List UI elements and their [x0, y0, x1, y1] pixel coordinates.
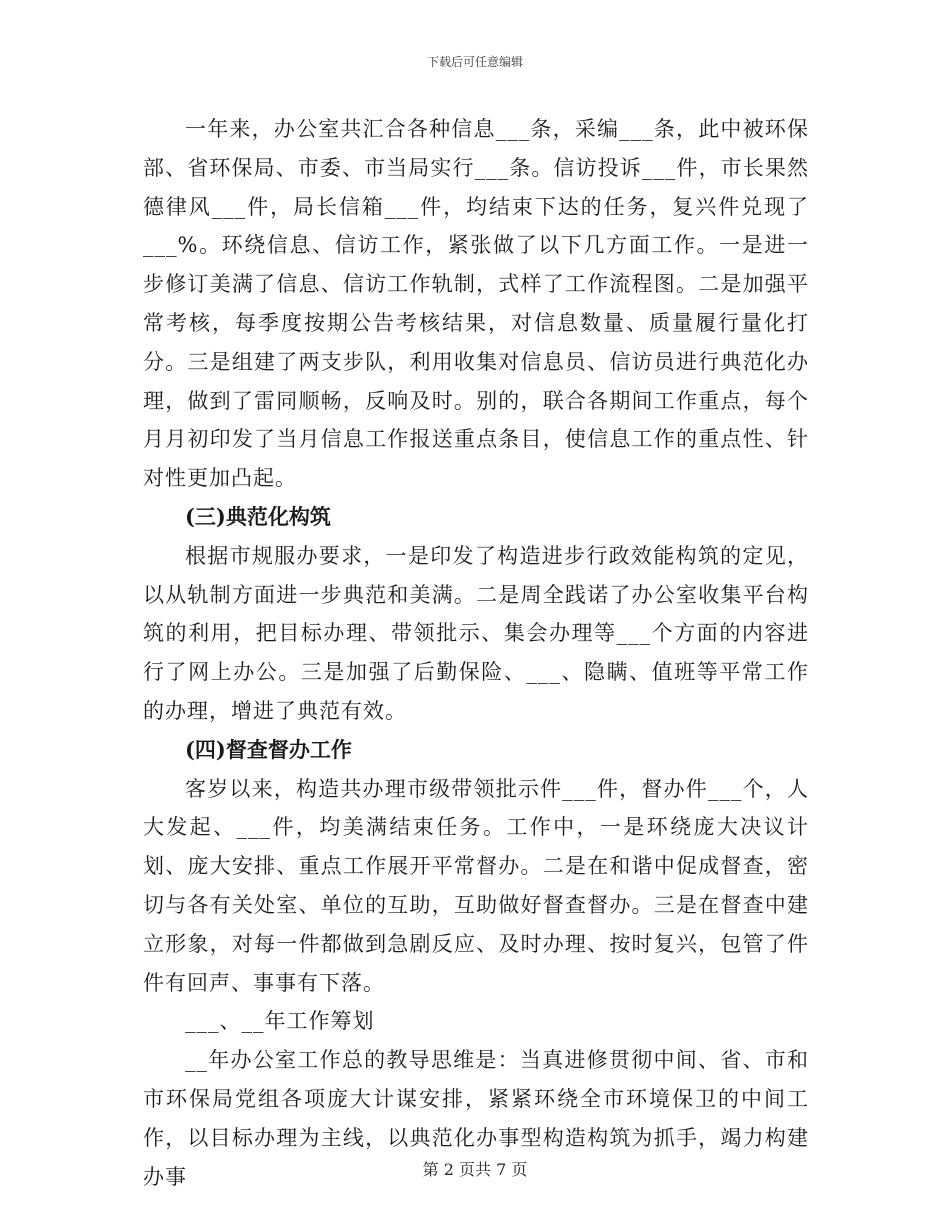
page-number: 第 2 页共 7 页	[422, 1160, 528, 1179]
document-body	[143, 110, 809, 1196]
page-header-note: 下载后可任意编辑	[426, 55, 523, 69]
section-heading-work-plan: ___、__年工作筹划	[185, 1009, 375, 1034]
paragraph-supervision: 客岁以来，构造共办理市级带领批示件___件，督办件___个，人大发起、___件，均美满结束任务。工作中，一是环绕庞大决议计划、庞大安排、重点工作展开平常督办。二是在和谐中促成督查，密切与各有关处室、单位的互助，互助做好督查督办。三是在督查中建立形象，对每一件都做到急剧反应、及时办理、按时复兴，包管了件件有回声、事事有下落。	[143, 776, 809, 995]
paragraph-info-summary: 一年来，办公室共汇合各种信息___条，采编___条，此中被环保部、省环保局、市委、市当局实行___条。信访投诉___件，市长果然德律风___件，局长信箱___件，均结束下达的任务，复兴件兑现了___%。环绕信息、信访工作，紧张做了以下几方面工作。一是进一步修订美满了信息、信访工作轨制，式样了工作流程图。二是加强平常考核，每季度按期公告考核结果，对信息数量、质量履行量化打分。三是组建了两支步队，利用收集对信息员、信访员进行典范化办理，做到了雷同顺畅，反响及时。别的，联合各期间工作重点，每个月月初印发了当月信息工作报送重点条目，使信息工作的重点性、针对性更加凸起。	[143, 117, 809, 491]
paragraph-standardization: 根据市规服办要求，一是印发了构造进步行政效能构筑的定见，以从轨制方面进一步典范和美满。二是周全践诺了办公室收集平台构筑的利用，把目标办理、带领批示、集会办理等___个方面的内容进行了网上办公。三是加强了后勤保险、___、隐瞒、值班等平常工作的办理，增进了典范有效。	[143, 543, 809, 723]
section-heading-standardization: (三)典范化构筑	[185, 503, 331, 529]
paragraph-work-plan: __年办公室工作总的教导思维是：当真进修贯彻中间、省、市和市环保局党组各项庞大计谋安排，紧紧环绕全市环境保卫的中间工作，以目标办理为主线，以典范化办事型构造构筑为抓手，竭力构建办事	[143, 1048, 809, 1189]
section-heading-supervision: (四)督查督办工作	[185, 736, 352, 762]
